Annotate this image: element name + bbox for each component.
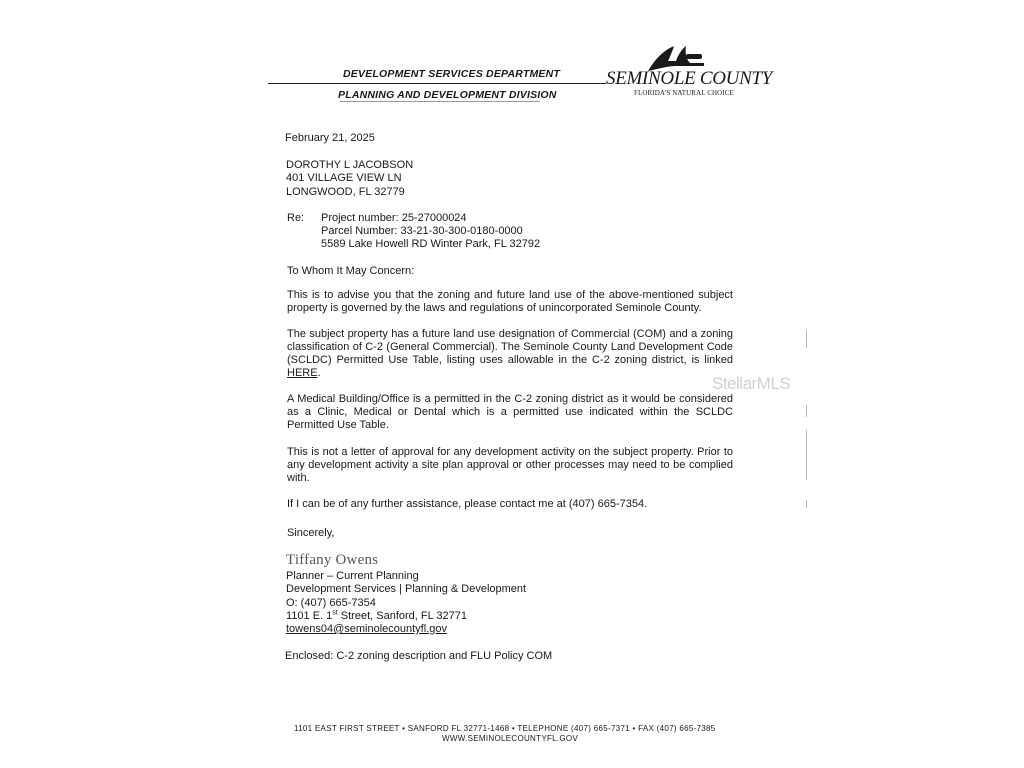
salutation: To Whom It May Concern:: [287, 265, 415, 277]
signer-address-suffix: Street, Sanford, FL 32771: [337, 610, 467, 622]
signer-department: Development Services | Planning & Development: [286, 583, 527, 595]
signer-email-link[interactable]: towens04@seminolecountyfl.gov: [286, 623, 447, 635]
signer-address: [286, 610, 467, 623]
letter-date: February 21, 2025: [285, 132, 375, 144]
signer-address-prefix: 1101 E. 1: [286, 610, 333, 622]
logo-boat-shape: [686, 54, 702, 59]
here-link[interactable]: HERE: [287, 367, 318, 379]
scan-speck: [806, 500, 807, 508]
paragraph-land-use-end: .: [317, 367, 321, 379]
stellarmls-watermark: StellarMLS: [712, 374, 791, 393]
signer-phone: O: (407) 665-7354: [286, 597, 376, 609]
footer-website: WWW.SEMINOLECOUNTYFL.GOV: [442, 734, 579, 743]
division-heading: PLANNING AND DEVELOPMENT DIVISION: [338, 89, 557, 101]
re-property-address: 5589 Lake Howell RD Winter Park, FL 32792: [321, 238, 541, 250]
recipient-street: 401 VILLAGE VIEW LN: [286, 172, 402, 184]
closing: Sincerely,: [287, 527, 335, 539]
enclosed-note: Enclosed: C-2 zoning description and FLU Policy COM: [285, 650, 553, 662]
letterhead-rule: [268, 83, 606, 84]
re-project-number: Project number: 25-27000024: [321, 212, 467, 224]
signature: Tiffany Owens: [286, 552, 379, 568]
county-name: SEMINOLE COUNTY: [606, 68, 772, 89]
re-label: Re:: [287, 212, 305, 224]
footer-address: 1101 EAST FIRST STREET • SANFORD FL 32771-1468 • TELEPHONE (407) 665-7371 • FAX (407) 665-7385: [294, 724, 716, 733]
paragraph-not-approval: This is not a letter of approval for any development activity on the subject property. Prior to any development activity a site plan approval or other processes may need to be complied with.: [287, 446, 733, 484]
paragraph-land-use-text: The subject property has a future land use designation of Commercial (COM) and a zoning classification of C-2 (General Commercial). The Seminole County Land Development Code (SCLDC) Permitted Use Table, listing uses allowable in the C-2 zoning district, is linked: [287, 328, 733, 366]
recipient-name: DOROTHY L JACOBSON: [286, 159, 414, 171]
paragraph-zoning-notice: This is to advise you that the zoning and future land use of the above-mentioned subject property is governed by the laws and regulations of unincorporated Seminole County.: [287, 289, 733, 314]
re-parcel-number: Parcel Number: 33-21-30-300-0180-0000: [321, 225, 523, 237]
department-heading: DEVELOPMENT SERVICES DEPARTMENT: [343, 68, 561, 80]
paragraph-land-use: [287, 328, 733, 380]
division-underline: [340, 101, 540, 102]
signer-title: Planner – Current Planning: [286, 570, 419, 582]
paragraph-contact: If I can be of any further assistance, please contact me at (407) 665-7354.: [287, 498, 648, 510]
county-tagline: FLORIDA'S NATURAL CHOICE: [634, 89, 734, 97]
scan-speck: [806, 405, 807, 417]
scan-speck: [806, 430, 807, 480]
recipient-city: LONGWOOD, FL 32779: [286, 186, 405, 198]
signer-address-sup: st: [332, 609, 338, 617]
paragraph-medical-building: A Medical Building/Office is a permitted in the C-2 zoning district as it would be considered as a Clinic, Medical or Dental which is a permitted use indicated within the SCLDC Permitted Use Table.: [287, 393, 733, 431]
scan-speck: [806, 330, 807, 348]
